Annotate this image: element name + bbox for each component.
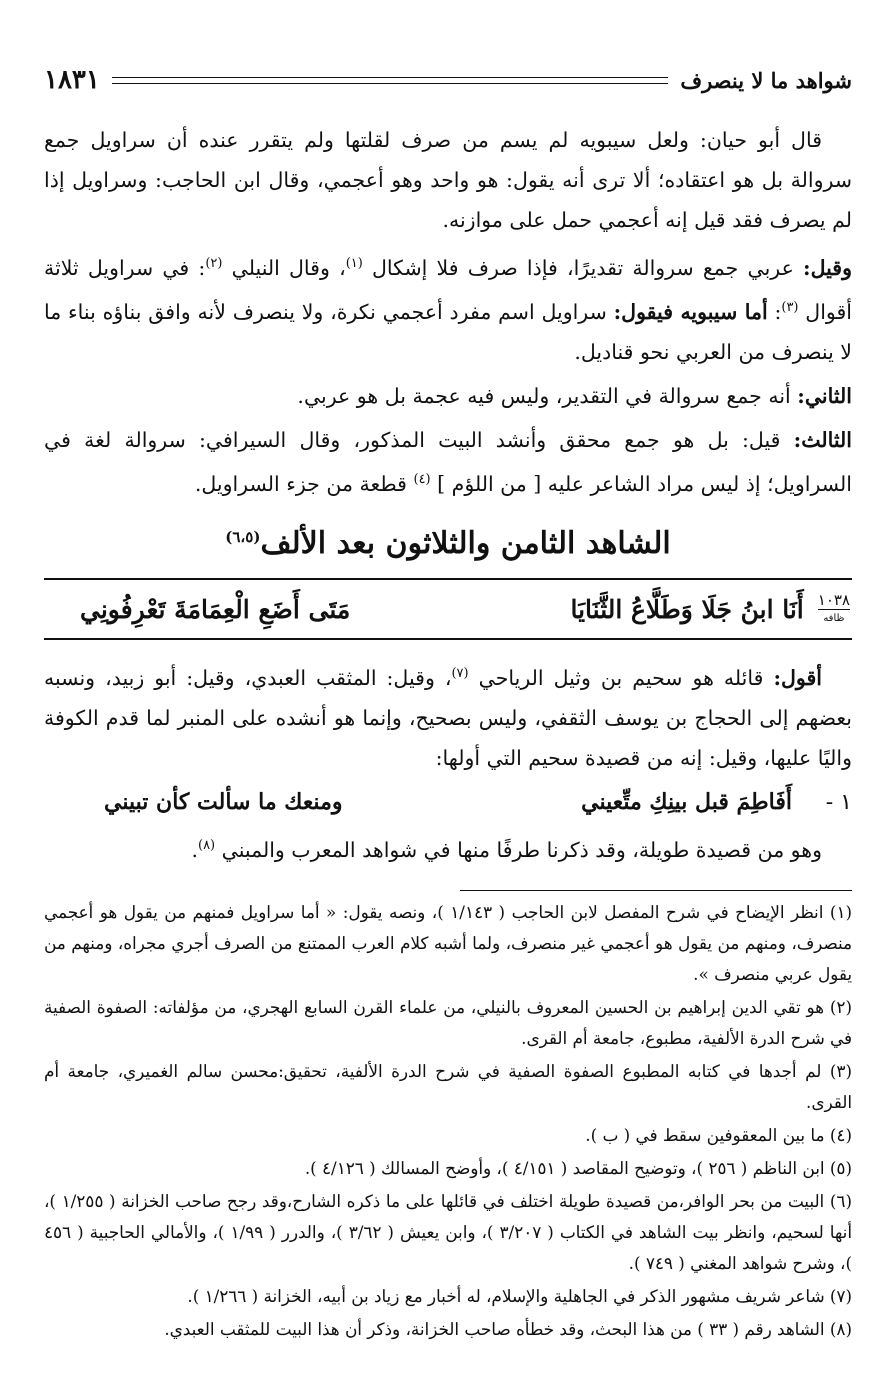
footnote-5: (٥) ابن الناظم ( ٢٥٦ )، وتوضيح المقاصد ( ٤/١٥١ )، وأوضح المسالك ( ٤/١٢٦ ). [304,1158,852,1179]
quoted-hemistich-1: أَفَاطِمَ قبل بينِكِ متِّعيني [581,789,792,816]
paragraph-second-opinion [44,376,852,416]
text-run: : [767,299,782,324]
footnote-4: (٤) ما بين المعقوفين سقط في ( ب ). [585,1125,852,1146]
text-run: قائله هو سحيم بن وثيل الرياحي [468,666,774,691]
footnote-ref-2[interactable]: (٢) [205,256,223,271]
main-text [44,120,852,870]
text-run: أنه جمع سروالة في التقدير، وليس فيه عجمة بل هو عربي. [297,383,798,408]
lead-word: أقول: [773,666,822,691]
text-run: وهو من قصيدة طويلة، وقد ذكرنا طرفًا منها في شواهد المعرب والمبني [215,838,822,863]
footnotes [44,897,852,1345]
verse-box [44,578,852,640]
paragraph-third-opinion [44,420,852,504]
footnote-ref-3[interactable]: (٣) [781,299,799,315]
lead-word: الثاني: [797,383,852,408]
text-run: سراويل اسم مفرد أعجمي نكرة، ولا ينصرف لأنه وافق بناؤه بناء ما لا ينصرف من العربي نحو قناديل. [44,299,852,364]
section-heading [44,515,852,566]
verse-hemistich-2: مَتَى أَضَعِ الْعِمَامَةَ تَعْرِفُونِي [80,594,351,624]
verse-meter: ظافه [823,612,845,624]
text-run: . [191,838,198,863]
footnote-ref-1[interactable]: (١) [345,256,363,271]
text-run: : في سراويل ثلاثة أقوال [44,255,852,324]
chapter-title: شواهد ما لا ينصرف [680,67,852,93]
text-run: ، وقيل: المثقب العبدي، وقيل: أبو زبيد، ونسبه بعضهم إلى الحجاج بن يوسف الثقفي، وليس بصحيح، وإنما هو أنشده على المنبر لما قدم الكوفة واليًا عليها، وقيل: إنه من قصيدة سحيم التي أولها: [44,666,852,771]
footnote-8: (٨) الشاهد رقم ( ٣٣ ) من هذا البحث، وقد خطأه صاحب الخزانة، وذكر أن هذا البيت للمثقب العبدي. [164,1319,852,1340]
bold-phrase: أما سيبويه فيقول: [613,299,768,324]
quoted-verse-number: ١ - [825,789,852,815]
paragraph-aqulu [44,654,852,778]
verse-number [817,590,850,626]
footnote-3: (٣) لم أجدها في كتابه المطبوع الصفوة الصفية في شرح الدرة الألفية، تحقيق:محسن سالم الغميري، جامعة أم القرى. [44,1061,852,1113]
text-run: قطعة من جزء السراويل. [194,471,414,496]
footnote-separator [460,890,852,891]
footnote-ref-4[interactable]: (٤) [413,471,431,487]
footnote-7: (٧) شاعر شريف مشهور الذكر في الجاهلية والإسلام، له أخبار مع زياد بن أبيه، الخزانة ( ١/٢٦٦ ). [187,1286,852,1307]
footnote-6: (٦) البيت من بحر الوافر،من قصيدة طويلة اختلف في قائلها على ما ذكره الشارح،وقد رجح صاحب الخزانة ( ١/٢٥٥ )، أنها لسحيم، وانظر بيت الشاهد في الكتاب ( ٣/٢٠٧ )، وابن يعيش ( ٣/٦٢ )، والدرر ( ١/٩٩ )، والأمالي الحاجبية ( ٤٥٦ )، وشرح شواهد المغني ( ٧٤٩ ). [44,1191,852,1274]
footnote-ref-5-6[interactable]: (٦،٥) [225,528,261,547]
book-page [44,56,852,1347]
footnote-ref-7[interactable]: (٧) [451,666,469,682]
quoted-hemistich-2: ومنعك ما سألت كأن تبيني [104,789,343,816]
section-heading-text: الشاهد الثامن والثلاثون بعد الألف [260,526,671,562]
text-run: عربي جمع سروالة تقديرًا، فإذا صرف فلا إشكال [362,255,804,280]
paragraph-qila [44,244,852,372]
lead-word: وقيل: [803,255,852,280]
paragraph-abu-hayyan: قال أبو حيان: ولعل سيبويه لم يسم من صرف لقلتها ولم يتقرر عنده أن سراويل جمع سروالة بل هو اعتقاده؛ ألا ترى أنه يقول: هو واحد وهو أعجمي، وقال ابن الحاجب: وسراويل إذا لم يصرف فقد قيل إنه أعجمي حمل على موازنه. [44,128,852,232]
paragraph-long-poem [44,826,852,870]
running-header [44,56,852,104]
footnote-1: (١) انظر الإيضاح في شرح المفصل لابن الحاجب ( ١/١٤٣ )، ونصه يقول: « أما سراويل فمنهم من يقول هو أعجمي منصرف، ومنهم من يقول هو أعجمي غير منصرف، ولما أشبه كلام العرب الممتنع من الصرف أجري مجراه، ومنهم من يقول عربي منصرف ». [44,902,853,985]
text-run: ، وقال النيلي [222,255,346,280]
page-number: ١٨٣١ [44,65,100,95]
quoted-verse [44,782,852,822]
lead-word: الثالث: [793,427,852,452]
verse-number-value: ١٠٣٨ [817,590,850,609]
text-run: قيل: بل هو جمع محقق وأنشد البيت المذكور، وقال السيرافي: سروالة لغة في السراويل؛ إذ ليس مراد الشاعر عليه [ من اللؤم ] [44,427,852,496]
verse-hemistich-1: أَنَا ابنُ جَلَا وَطَلَّاعُ الثَّنَايَا [570,594,804,624]
footnote-2: (٢) هو تقي الدين إبراهيم بن الحسين المعروف بالنيلي، من علماء القرن السابع الهجري، من مؤلفاته: الصفوة الصفية في شرح الدرة الألفية، مطبوع، جامعة أم القرى. [44,997,852,1049]
footnote-ref-8[interactable]: (٨) [197,838,216,854]
header-rule [112,77,668,84]
